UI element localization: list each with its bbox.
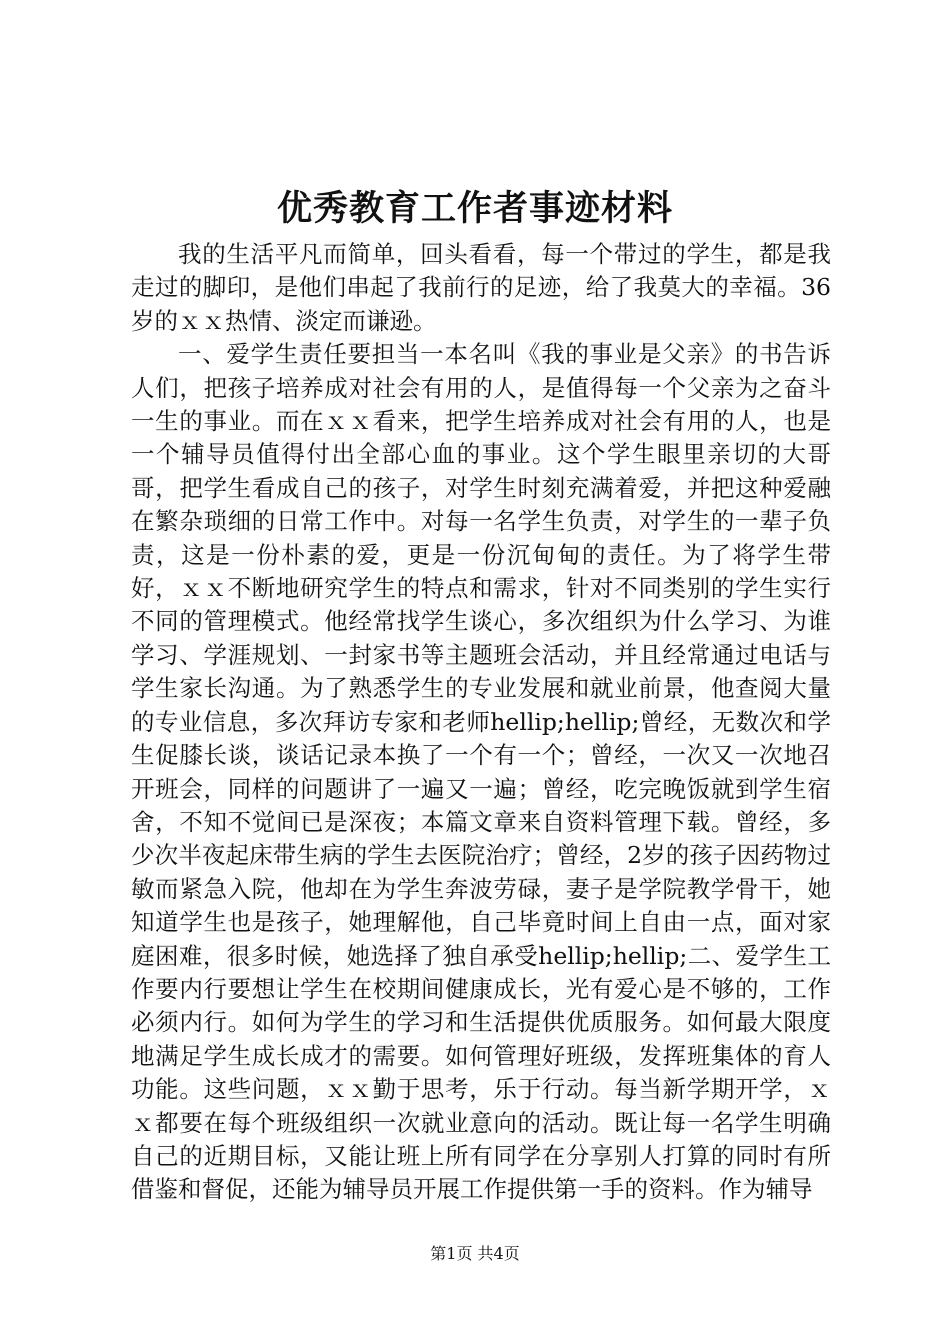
body-paragraph-1: 我的生活平凡而简单，回头看看，每一个带过的学生，都是我走过的脚印，是他们串起了我前行的足迹，给了我莫大的幸福。36岁的ｘｘ热情、淡定而谦逊。 <box>131 240 831 335</box>
document-body <box>131 238 831 1207</box>
body-paragraph-2: 一、爱学生责任要担当一本名叫《我的事业是父亲》的书告诉人们，把孩子培养成对社会有用的人，是值得每一个父亲为之奋斗一生的事业。而在ｘｘ看来，把学生培养成对社会有用的人，也是一个辅导员值得付出全部心血的事业。这个学生眼里亲切的大哥哥，把学生看成自己的孩子，对学生时刻充满着爱，并把这种爱融在繁杂琐细的日常工作中。对每一名学生负责，对学生的一辈子负责，这是一份朴素的爱，更是一份沉甸甸的责任。为了将学生带好，ｘｘ不断地研究学生的特点和需求，针对不同类别的学生实行不同的管理模式。他经常找学生谈心，多次组织为什么学习、为谁学习、学涯规划、一封家书等主题班会活动，并且经常通过电话与学生家长沟通。为了熟悉学生的专业发展和就业前景，他查阅大量的专业信息，多次拜访专家和老师hellip;hellip;曾经，无数次和学生促膝长谈，谈话记录本换了一个有一个；曾经，一次又一次地召开班会，同样的问题讲了一遍又一遍；曾经，吃完晚饭就到学生宿舍，不知不觉间已是深夜；本篇文章来自资料管理下载。曾经，多少次半夜起床带生病的学生去医院治疗；曾经，2岁的孩子因药物过敏而紧急入院，他却在为学生奔波劳碌，妻子是学院教学骨干，她知道学生也是孩子，她理解他，自己毕竟时间上自由一点，面对家庭困难，很多时候，她选择了独自承受hellip;hellip;二、爱学生工作要内行要想让学生在校期间健康成长，光有爱心是不够的，工作必须内行。如何为学生的学习和生活提供优质服务。如何最大限度地满足学生成长成才的需要。如何管理好班级，发挥班集体的育人功能。这些问题，ｘｘ勤于思考，乐于行动。每当新学期开学，ｘｘ都要在每个班级组织一次就业意向的活动。既让每一名学生明确自己的近期目标，又能让班上所有同学在分享别人打算的同时有所借鉴和督促，还能为辅导员开展工作提供第一手的资料。作为辅导 <box>131 340 831 1204</box>
page-number-footer: 第1页 共4页 <box>430 1244 520 1263</box>
document-title: 优秀教育工作者事迹材料 <box>276 188 673 229</box>
